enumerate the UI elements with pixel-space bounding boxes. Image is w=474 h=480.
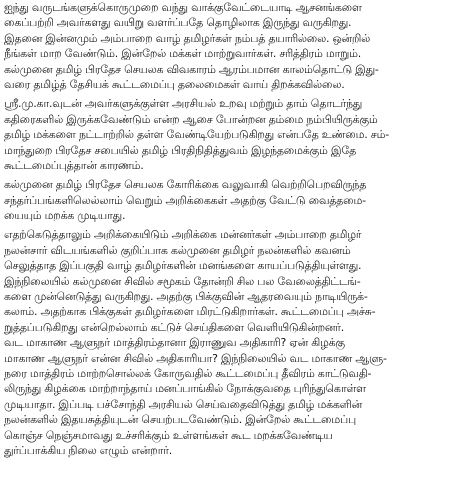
text-line: துர்ப்பாக்கிய நிலை எழும் என்றார். [4, 443, 172, 457]
text-line: இதனை இன்னமும் அம்பாறை வாழ் தமிழர்கள் நம்பத் தயாரில்லை. ஒன்றில் [4, 31, 371, 45]
text-line: லிருந்து கிழக்கை மாற்றாந்தாய் மனப்பாங்கில் நோக்குவதை புரிந்துகொள்ள [4, 382, 366, 396]
text-line: கலாம். அதற்காக பிக்குகள் தமிழர்களை மிரட்டுகிறார்கள். கூட்டமைப்பு அச்சு- [4, 305, 376, 319]
article-body [4, 0, 472, 462]
paragraph-2 [4, 96, 472, 173]
text-line: சந்தர்ப்பங்களிலெல்லாம் வெறும் அறிக்கைகள் அதற்கு வேட்டு வைத்தமை- [4, 193, 366, 207]
paragraph-3 [4, 177, 472, 223]
text-line: வரை தமிழ்த் தேசியக் கூட்டமைப்பு தலைமைகள் வாய் திறக்கவில்லை. [4, 77, 345, 91]
text-line: யையும் மறக்க முடியாது. [4, 209, 126, 223]
text-line: ஐந்து வருடங்களுக்கொருமுறை வந்து வாக்குவேட்டையாடி ஆசனங்களை [4, 1, 362, 14]
text-line: முடியாதா. இப்படி பச்சோந்தி அரசியல் செய்வதைவிடுத்து தமிழ் மக்களின் [4, 397, 363, 411]
text-line: கதிரைகளில் இருக்கவேண்டும் என்ற ஆசை போன்றன தம்மை நம்பியிருக்கும் [4, 112, 378, 126]
text-line: நரை மாத்திரம் மாற்றசொல்லக் கோருவதில் கூட்டமைப்பு தீவிரம் காட்டுவதி- [4, 366, 372, 380]
text-line: மாந்துறை பிரதேச சபையில் தமிழ் பிரதிநிதித்துவம் இழந்தமைக்கும் இதே [4, 143, 357, 157]
paragraph-1 [4, 0, 472, 92]
text-line: ஸ்ரீ.மு.கா.வுடன் அவர்களுக்குள்ள அரசியல் உறவு மற்றும் தாம் தொடர்ந்து [4, 97, 363, 111]
text-line: கூட்டமைப்புத்தான் காரணம். [4, 158, 144, 172]
text-line: இந்நிலையில் கல்முனை சிவில் சமூகம் தோன்றி சில பல வேலைத்திட்டங்- [4, 274, 361, 288]
text-line: கொஞ்ச நெஞ்சமாவது உச்சரிக்கும் உள்ளங்கள் கூட மறக்கவேண்டிய [4, 428, 333, 442]
text-line: களை முன்னெடுத்து வருகிறது. அதற்கு பிக்குவின் ஆதரவையும் நாடியிருக்- [4, 290, 368, 304]
text-line: கைப்பற்றி அவர்களது வயிறு வளர்ப்பதே தொழிலாக இருந்து வருகிறது. [4, 16, 352, 30]
text-line: நீங்கள் மாற வேண்டும். இன்றேல் மக்கள் மாற்றுவார்கள். சரித்திரம் மாறும். [4, 47, 361, 61]
text-line: மாகாண ஆளுநர் என்ன சிவில் அதிகாரியா? இந்நிலையில் வட மாகாண ஆளு- [4, 351, 387, 365]
paragraph-4 [4, 227, 472, 458]
text-line: வட மாகாண ஆளுநர் மாத்திரம்தானா இராணுவ அதிகாரி? ஏன் கிழக்கு [4, 336, 345, 350]
text-line: றுத்தப்படுகிறது என்றெல்லாம் கட்டுச் செய்திகளை வெளியிடுகின்றனர். [4, 320, 345, 334]
text-line: நலன்களில் இதயசுத்தியுடன் செயற்படவேண்டும். இன்றேல் கூட்டமைப்பு [4, 413, 356, 427]
text-line: நலன்சார் விடயங்களில் குறிப்பாக கல்முனை தமிழர் நலன்களில் கவனம் [4, 243, 351, 257]
text-line: கல்முனை தமிழ் பிரதேச செயலக விவகாரம் ஆரம்பமான காலம்தொட்டு இது- [4, 62, 379, 76]
text-line: கல்முனை தமிழ் பிரதேச செயலக கோரிக்கை வலுவாகி வெற்றிபெறவிருந்த [4, 178, 367, 192]
text-line: தமிழ் மக்களை நட்டாற்றில் தள்ள வேண்டியேற்படுகிறது என்பதே உண்மை. சம்- [4, 128, 389, 142]
text-line: செலுத்தாத இப்பகுதி வாழ் தமிழர்களின் மனங்களை காயப்படுத்தியுள்ளது. [4, 259, 362, 273]
text-line: எதற்கெடுத்தாலும் அறிக்கையிடும் அறிக்கை மன்னர்கள் அம்பாறை தமிழர் [4, 228, 362, 242]
